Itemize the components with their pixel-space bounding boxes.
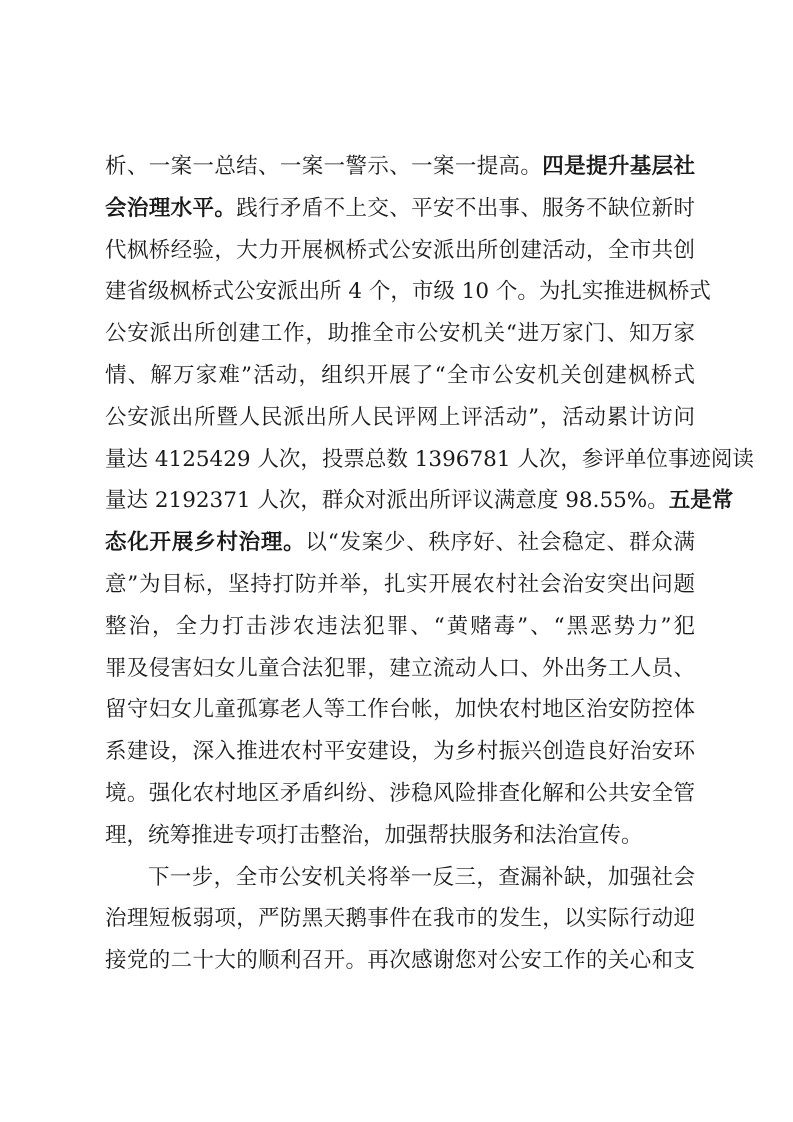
text-line [105,940,695,982]
paragraph-text: 系建设，深入推进农村平安建设，为乡村振兴创造良好治安环 [105,739,695,765]
paragraph-text: 境。强化农村地区矛盾纠纷、涉稳风险排查化解和公共安全管 [105,780,695,806]
paragraph-text: 罪及侵害妇女儿童合法犯罪，建立流动人口、外出务工人员、 [105,655,695,681]
text-line [105,146,695,188]
paragraph-text: 下一步，全市公安机关将举一反三，查漏补缺，加强社会 [148,864,695,890]
paragraph-text: 公安派出所暨人民派出所人民评网上评活动”，活动累计访问 [105,404,695,430]
text-line [105,480,734,522]
paragraph-text: 以“发案少、秩序好、社会稳定、群众满 [305,530,695,556]
paragraph-text: 量达 2192371 人次，群众对派出所评议满意度 98.55%。 [105,488,669,514]
paragraph-text: 量达 4125429 人次，投票总数 1396781 人次，参评单位事迹阅读 [105,446,754,472]
text-line [105,355,695,397]
text-line [105,857,695,899]
paragraph-text: 公安派出所创建工作，助推全市公安机关“进万家门、知万家 [105,321,695,347]
paragraph-text: 建省级枫桥式公安派出所 4 个，市级 10 个。为扎实推进枫桥式 [105,279,711,305]
paragraph-text: 留守妇女儿童孤寡老人等工作台帐，加快农村地区治安防控体 [105,697,695,723]
paragraph-text: 代枫桥经验，大力开展枫桥式公安派出所创建活动，全市共创 [105,237,695,263]
body-text [105,146,754,982]
text-line [105,230,695,272]
paragraph-text: 践行矛盾不上交、平安不出事、服务不缺位新时 [236,195,695,221]
text-line [105,815,695,857]
paragraph-text: 接党的二十大的顺利召开。再次感谢您对公安工作的关心和支 [105,948,695,974]
bold-heading-text: 态化开展乡村治理。 [105,530,306,556]
text-line [105,606,695,648]
text-line [105,648,695,690]
text-line [105,773,695,815]
paragraph-text: 治理短板弱项，严防黑天鹅事件在我市的发生，以实际行动迎 [105,906,695,932]
bold-heading-text: 四是提升基层社 [542,154,695,179]
text-line [105,313,695,355]
text-line [105,188,695,230]
text-line [105,522,695,564]
paragraph-text: 理，统筹推进专项打击整治，加强帮扶服务和法治宣传。 [105,822,643,848]
paragraph-text: 整治，全力打击涉农违法犯罪、“黄赌毒”、“黑恶势力”犯 [105,613,695,639]
text-line [105,898,695,940]
text-line [105,271,711,313]
paragraph-text: 析、一案一总结、一案一警示、一案一提高。 [105,154,543,179]
text-line [105,397,695,439]
paragraph-text: 意”为目标，坚持打防并举，扎实开展农村社会治安突出问题 [105,571,695,597]
bold-heading-text: 会治理水平。 [105,195,237,221]
text-line [105,439,754,481]
text-line [105,689,695,731]
bold-heading-text: 五是常 [668,488,734,514]
text-line [105,564,695,606]
paragraph-text: 情、解万家难”活动，组织开展了“全市公安机关创建枫桥式 [105,362,695,388]
text-line [105,731,695,773]
